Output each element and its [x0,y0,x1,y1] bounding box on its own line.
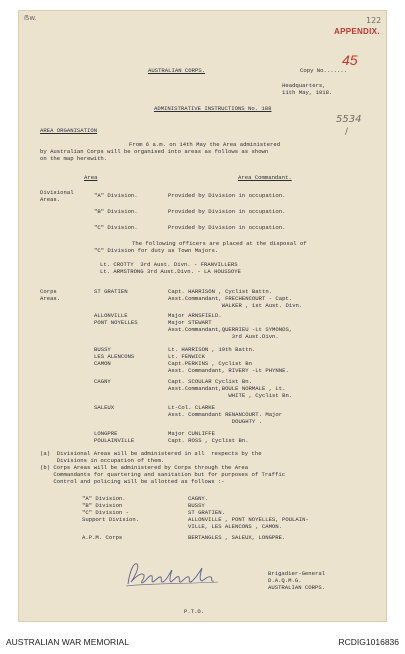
signature-formation: AUSTRALIAN CORPS. [268,584,326,591]
document-date: 11th May, 1918. [282,89,333,96]
corps-area-commandant: WALKER , 1st Aust. Divn. [168,302,303,309]
archive-name: AUSTRALIAN WAR MEMORIAL [6,637,129,647]
corps-area-commandant: Major STEWART [168,319,212,326]
column-header-commandant: Area Commandant. [238,174,292,181]
corps-area-commandant: 3rd Aust.Divn. [168,333,279,340]
intro-line: on the map herewith. [40,155,108,162]
corps-area-name: SALEUX [94,404,115,411]
note-line: (a) Divisional Areas will be administered in all respects by the [40,450,262,457]
headquarters-line: Headquarters, [282,82,326,89]
divisional-label: Divisional [40,189,74,196]
corner-pencil-mark: ẞw. [24,14,37,22]
note-line: Commandants for quartering and sanitation but for purposes of Traffic [40,471,286,478]
allotment-unit: "A" Division. [82,495,126,502]
signature-rank: Brigadier-General [268,570,326,577]
corps-area-commandant: Capt. ROSS , Cyclist Bn. [168,437,249,444]
corps-area-commandant: Lt. FENWICK [168,353,205,360]
pencil-reference-number: 5534 [336,114,362,125]
allotment-areas: BUSSY [188,502,205,509]
allotment-areas: VILLE, LES ALENCONS , CAMON. [188,523,282,530]
copy-number: Copy No....... [300,67,347,74]
corps-area-commandant: DOUGHTY . [168,418,262,425]
corps-label: Areas. [40,295,61,302]
corps-area-commandant: Asst. Commandant RENANCOURT. Major [168,411,283,418]
division-commandant: Provided by Division in occupation. [168,224,286,231]
intro-line: From 6 a.m. on 14th May the Area administered [129,141,281,148]
handwritten-signature [122,558,222,592]
corps-area-name: LES ALENCONS [94,353,135,360]
page-number: 122 [366,16,382,25]
intro-line: by Australian Corps will be organised into areas as follows as shown [40,148,269,155]
corps-area-name: ALLONVILLE [94,312,128,319]
divisional-label: Areas. [40,196,61,203]
corps-area-name: LONGPRE [94,430,118,437]
document-page [18,10,387,622]
town-major: Lt. CROTTY 3rd Aust. Divn. - FRANVILLERS [100,261,238,268]
signature-appointment: D.A.Q.M.G. [268,577,302,584]
corps-area-name: CAGNY [94,378,111,385]
archive-reference: RCDIG1016836 [338,637,399,647]
corps-area-commandant: Capt. SCOULAR Cyclist Bn. [168,378,252,385]
allotment-unit: "C" Division - [82,509,129,516]
pencil-reference-tick: / [345,127,349,137]
corps-area-name: BUSSY [94,346,111,353]
corps-area-commandant: Asst.Commandant, FRECHENCOURT - Capt. [168,295,293,302]
corps-area-name: POULAINVILLE [94,437,135,444]
corps-area-commandant: Lt. HARRISON , 19th Battn. [168,346,256,353]
division-area: "C" Division. [94,224,138,231]
division-area: "B" Division. [94,208,138,215]
allotment-areas: BERTANGLES , SALEUX, LONGPRE. [188,534,286,541]
corps-area-commandant: Asst. Commandant, RIVERY -Lt PHYNNE. [168,367,289,374]
corps-area-commandant: Major CUNLIFFE [168,430,215,437]
appendix-stamp: APPENDIX. [334,27,380,36]
allotment-unit: A.P.M. Corps [82,534,123,541]
town-major-note: "C" Division for duty as Town Majors. [94,247,219,254]
division-commandant: Provided by Division in occupation. [168,192,286,199]
allotment-areas: ALLONVILLE , PONT NOYELLES, POULAIN- [188,516,309,523]
corps-area-commandant: WHITE , Cyclist Bn. [168,392,293,399]
please-turn-over: P.T.O. [184,608,205,615]
corps-area-commandant: Major ARNSFIELD. [168,312,222,319]
section-title: AREA ORGANISATION [40,127,98,134]
note-line: Divisions in occupation of them. [40,457,165,464]
allotment-areas: CAGNY. [188,495,209,502]
allotment-unit: Support Division. [82,516,140,523]
town-major-note: The following officers are placed at the disposal of [132,240,307,247]
archive-footer [0,628,405,654]
corps-area-name: ST GRATIEN [94,288,128,295]
corps-area-commandant: Asst.Commandant,BOULE NORMALE , Lt. [168,385,286,392]
allotment-areas: ST GRATIEN. [188,509,225,516]
appendix-number: 45 [342,52,358,68]
corps-label: Corps [40,288,57,295]
division-area: "A" Division. [94,192,138,199]
corps-area-commandant: Asst.Commandant,QUERRIEU -Lt SYMONDS, [168,326,293,333]
corps-area-commandant: Capt. HARRISON , Cyclist Battn. [168,288,273,295]
division-commandant: Provided by Division in occupation. [168,208,286,215]
corps-heading: AUSTRALIAN CORPS. [148,67,206,74]
town-major: Lt. ARMSTRONG 3rd Aust.Divn. - LA HOUSSOYE [100,268,241,275]
allotment-unit: "B" Division [82,502,123,509]
corps-area-commandant: Lt-Col. CLARKE [168,404,215,411]
note-line: (b) Corps Areas will be administered by Corps through the Area [40,464,249,471]
note-line: Control and policing will be allotted as follows :- [40,478,225,485]
corps-area-commandant: Capt.PERKINS , Cyclist Bn [168,360,252,367]
column-header-area: Area [84,174,98,181]
document-title: ADMINISTRATIVE INSTRUCTIONS No. 188 [154,105,272,112]
corps-area-name: PONT NOYELLES [94,319,138,326]
corps-area-name: CAMON [94,360,111,367]
